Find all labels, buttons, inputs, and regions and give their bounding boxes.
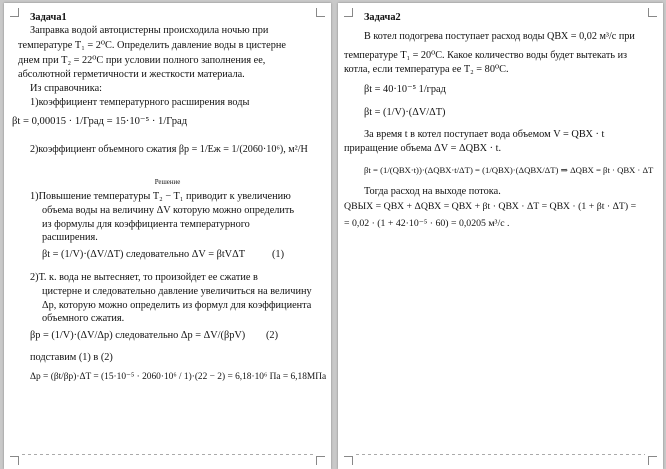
task1-title: Задача1 bbox=[30, 12, 67, 23]
formula-output-flow: QВЫХ = QВХ + ΔQВХ = QВХ + βt · QВХ · ΔT = QВХ · (1 + βt · ΔT) = bbox=[344, 201, 637, 212]
formula-beta-p: 2)коэффициент объемного сжатия βp = 1/Eж = 1/(2060·10⁶), м²/Н bbox=[30, 144, 308, 155]
document-page-left bbox=[4, 3, 331, 469]
corner-mark bbox=[316, 456, 325, 465]
corner-mark bbox=[344, 8, 353, 17]
corner-mark bbox=[316, 8, 325, 17]
corner-mark bbox=[648, 456, 657, 465]
page-divider bbox=[356, 454, 645, 455]
formula-result: Δp = (βt/βp)·ΔT = (15·10⁻⁵ · 2060·10⁶ / 1)·(22 − 2) = 6,18·10⁶ Па = 6,18МПа bbox=[30, 372, 327, 382]
task1-text-line: 1)коэффициент температурного расширения воды bbox=[30, 97, 250, 108]
solution-heading: Решение bbox=[154, 179, 181, 186]
task2-text-line: котла, если температура ее T₂ = 80⁰C. bbox=[344, 64, 509, 75]
formula-output-result: = 0,02 · (1 + 42·10⁻⁵ · 60) = 0,0205 м³/с . bbox=[344, 218, 510, 229]
task1-text-line: Заправка водой автоцистерны происходила ночью при bbox=[30, 25, 269, 36]
task1-text-line: днем при T₂ = 22⁰C при условии полного заполнения ее, bbox=[18, 55, 266, 66]
corner-mark bbox=[10, 8, 19, 17]
equation-number-2: (2) bbox=[266, 330, 279, 341]
task1-text-line: из формулы для коэффициента температурного bbox=[42, 219, 250, 230]
task1-text-line: 2)Т. к. вода не вытесняет, то произойдет ее сжатие в bbox=[30, 272, 258, 283]
task1-text-line: объема воды на величину ΔV которую можно определить bbox=[42, 205, 295, 216]
task2-title: Задача2 bbox=[364, 12, 401, 23]
task1-text-line: Из справочника: bbox=[30, 83, 103, 94]
formula-beta-t-definition: βt = (1/V)·(ΔV/ΔT) bbox=[364, 107, 446, 118]
task1-text-line: Δp, которую можно определить из формул для коэффициента bbox=[42, 300, 312, 311]
formula-2: βp = (1/V)·(ΔV/Δp) следовательно Δp = ΔV/(βpV) bbox=[30, 330, 246, 341]
task2-text-line: Тогда расход на выходе потока. bbox=[364, 186, 501, 197]
task2-text-line: За время t в котел поступает вода объемом V = QВХ · t bbox=[364, 129, 605, 140]
task1-text-line: 1)Повышение температуры T₂ − T₁ приводит к увеличению bbox=[30, 191, 291, 202]
formula-beta-t-value: βt = 40·10⁻⁵ 1/град bbox=[364, 84, 446, 95]
page-divider bbox=[22, 454, 313, 455]
corner-mark bbox=[10, 456, 19, 465]
task2-text-line: приращение объема ΔV = ΔQВХ · t. bbox=[344, 143, 502, 154]
task1-text-line: абсолютной герметичности и жесткости материала. bbox=[18, 69, 245, 80]
corner-mark bbox=[648, 8, 657, 17]
formula-beta-t: βt = 0,00015 · 1/Град = 15·10⁻⁵ · 1/Град bbox=[12, 116, 188, 127]
document-page-right bbox=[338, 3, 663, 469]
task1-text-line: температуре T₁ = 2⁰C. Определить давление воды в цистерне bbox=[18, 40, 286, 51]
task2-text-line: температуре T₁ = 20⁰C. Какое количество воды будет вытекать из bbox=[344, 50, 628, 61]
task1-text-line: подставим (1) в (2) bbox=[30, 352, 113, 363]
task1-text-line: расширения. bbox=[42, 232, 98, 243]
task1-text-line: объемного сжатия. bbox=[42, 313, 125, 324]
equation-number-1: (1) bbox=[272, 249, 285, 260]
task1-text-line: цистерне и следовательно давление увеличиться на величину bbox=[42, 286, 312, 297]
formula-derivation: βt = (1/(QВХ·t))·(ΔQВХ·t/ΔT) = (1/QВХ)·(ΔQВХ/ΔT) ⇒ ΔQВХ = βt · QВХ · ΔT bbox=[364, 165, 654, 175]
corner-mark bbox=[344, 456, 353, 465]
task2-text-line: В котел подогрева поступает расход воды QВХ = 0,02 м³/с при bbox=[364, 31, 635, 42]
formula-1: βt = (1/V)·(ΔV/ΔT) следовательно ΔV = βtVΔT bbox=[42, 249, 246, 260]
